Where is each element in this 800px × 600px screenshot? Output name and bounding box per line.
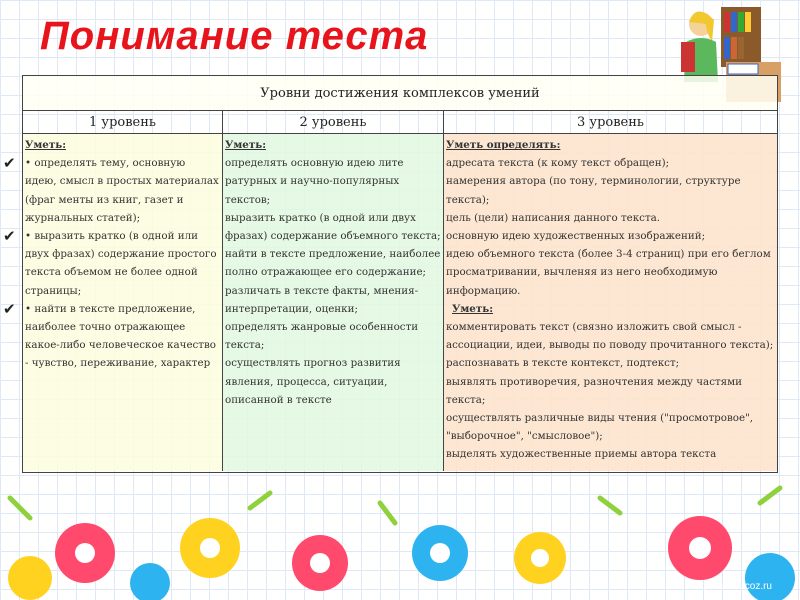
checkmark-icon: ✔ xyxy=(3,154,16,173)
list-item: • выразить кратко (в одной или двух фразах) содержание простого текста объемом не более одной страницы; xyxy=(25,230,217,297)
level-3-header: 3 уровень xyxy=(577,115,644,130)
level-2-header: 2 уровень xyxy=(223,111,444,133)
level-3-heading-2: Уметь: xyxy=(452,302,494,315)
list-item: определять жанровые особенности текста; xyxy=(225,321,419,352)
list-item: идею объемного текста (более 3-4 страниц) при его беглом просматривании, вычленяя из него необходимую информацию. xyxy=(446,248,771,297)
level-3-cell xyxy=(444,134,777,471)
list-item: намерения автора (по тону, терминологии, структуре текста); xyxy=(446,175,741,206)
table-header: Уровни достижения комплексов умений xyxy=(23,76,777,111)
list-item: • определять тему, основную идею, смысл в простых материалах (фраг менты из книг, газет и журнальных статей); xyxy=(25,157,219,224)
list-item: • найти в тексте предложение, наиболее точно отражающее какое-либо человеческое качество - чувство, переживание, характер xyxy=(25,302,216,370)
level-1-cell xyxy=(3,134,223,471)
level-1-heading: Уметь: xyxy=(25,139,67,151)
levels-row xyxy=(23,111,777,134)
flowers-decoration xyxy=(0,478,800,600)
list-item: выявлять противоречия, разночтения между частями текста; xyxy=(446,375,743,406)
list-item: осуществлять прогноз развития явления, процесса, ситуации, описанной в тексте xyxy=(225,357,401,406)
level-2-heading: Уметь: xyxy=(225,139,267,151)
skills-table xyxy=(3,75,778,473)
list-item: распознавать в тексте контекст, подтекст; xyxy=(446,357,680,370)
level-2-cell xyxy=(223,134,444,471)
checkmark-icon: ✔ xyxy=(3,227,16,246)
footer-url: http://aida.ucoz.ru xyxy=(692,581,772,592)
list-item: выразить кратко (в одной или двух фразах) содержание объемного текста; xyxy=(225,211,441,243)
checkmark-icon: ✔ xyxy=(3,299,16,318)
level-1-header: 1 уровень xyxy=(23,111,223,133)
list-item: осуществлять различные виды чтения ("просмотровое", "выборочное", "смысловое"); xyxy=(446,412,754,443)
list-item: выделять художественные приемы автора текста xyxy=(446,448,717,461)
list-item: основную идею художественных изображений; xyxy=(446,230,706,243)
page-title: Понимание теста xyxy=(40,14,429,58)
list-item: цель (цели) написания данного текста. xyxy=(446,211,661,224)
list-item: определять основную идею лите ратурных и научно-популярных текстов; xyxy=(225,157,404,206)
list-item: найти в тексте предложение, наиболее полно отражающее его содержание; xyxy=(225,248,441,279)
list-item: различать в тексте факты, мнения-интерпретации, оценки; xyxy=(225,284,419,315)
level-3-heading: Уметь определять: xyxy=(446,139,561,151)
list-item: комментировать текст (связно изложить свой смысл - ассоциации, идеи, выводы по поводу прочитанного текста); xyxy=(446,321,774,352)
list-item: адресата текста (к кому текст обращен); xyxy=(446,157,670,170)
